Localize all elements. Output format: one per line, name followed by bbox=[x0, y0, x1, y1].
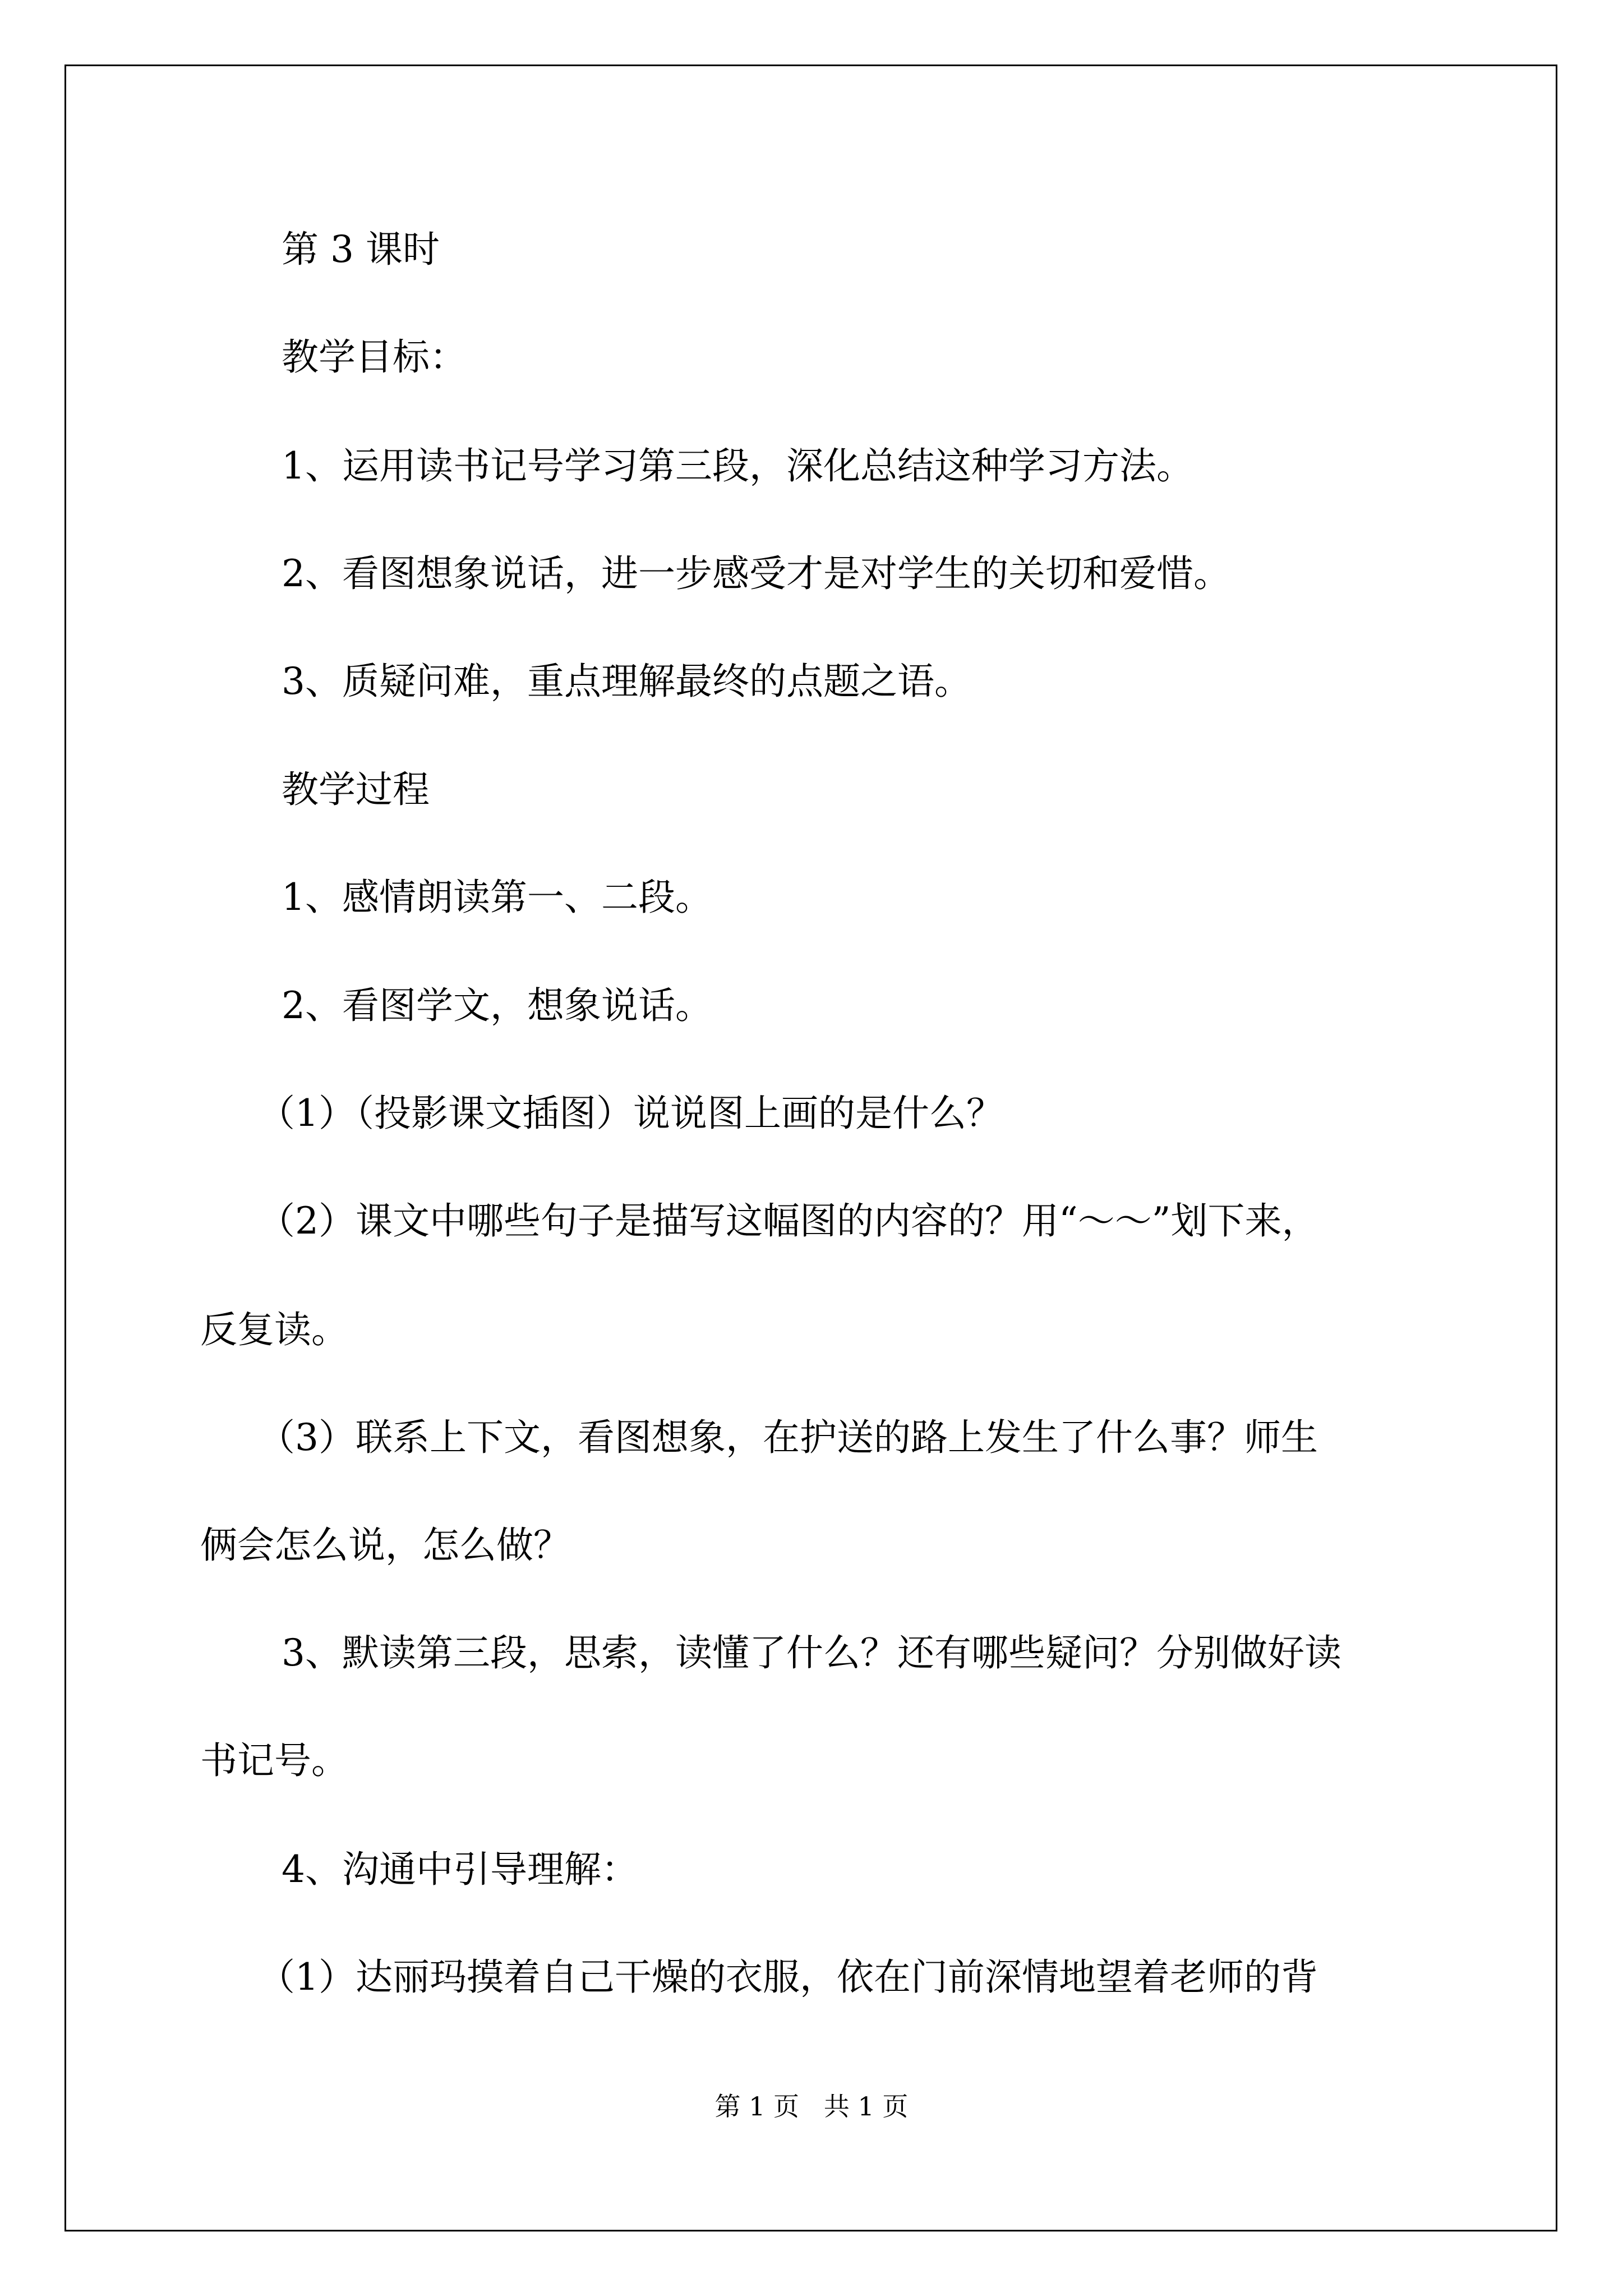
process-step-1: 1、感情朗读第一、二段。 bbox=[282, 876, 712, 919]
teaching-goals-heading: 教学目标： bbox=[282, 335, 467, 379]
goal-line-2: 2、看图想象说话，进一步感受才是对学生的关切和爱惜。 bbox=[282, 552, 1230, 595]
process-item-2-2: （2）课文中哪些句子是描写这幅图的内容的？用“～～”划下来， bbox=[258, 1199, 1319, 1243]
process-step-3: 3、默读第三段，思索，读懂了什么？还有哪些疑问？分别做好读 bbox=[282, 1631, 1341, 1674]
process-item-2-1: （1）（投影课文插图）说说图上画的是什么？ bbox=[258, 1092, 1003, 1135]
process-step-2: 2、看图学文，想象说话。 bbox=[282, 984, 712, 1027]
goal-line-1: 1、运用读书记号学习第三段，深化总结这种学习方法。 bbox=[282, 444, 1193, 487]
process-item-2-2-cont: 反复读。 bbox=[200, 1308, 348, 1351]
page-border bbox=[64, 65, 1557, 2231]
process-item-2-3: （3）联系上下文，看图想象，在护送的路上发生了什么事？师生 bbox=[258, 1416, 1318, 1459]
lesson-heading: 第 3 课时 bbox=[282, 228, 440, 271]
process-item-4-1: （1）达丽玛摸着自己干燥的衣服，依在门前深情地望着老师的背 bbox=[258, 1955, 1318, 1999]
page-footer: 第 1 页 共 1 页 bbox=[714, 2091, 909, 2122]
goal-line-3: 3、质疑问难，重点理解最终的点题之语。 bbox=[282, 660, 971, 703]
process-step-4: 4、沟通中引导理解： bbox=[282, 1848, 638, 1891]
process-step-3-cont: 书记号。 bbox=[200, 1739, 348, 1782]
teaching-process-heading: 教学过程 bbox=[282, 768, 430, 811]
process-item-2-3-cont: 俩会怎么说，怎么做？ bbox=[200, 1524, 570, 1567]
